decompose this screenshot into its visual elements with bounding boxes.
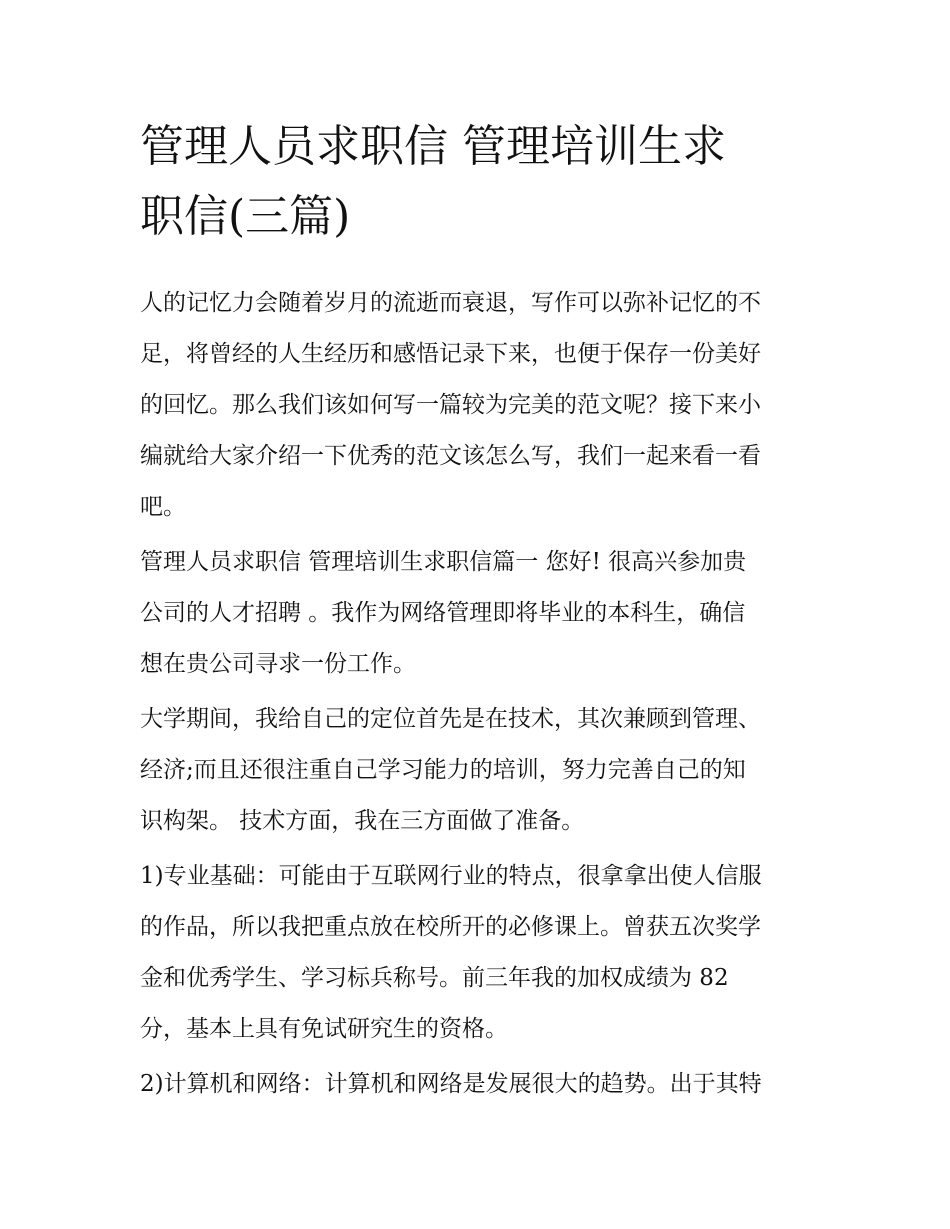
text-line: 识构架。 技术方面，我在三方面做了准备。 bbox=[140, 808, 585, 834]
title-line: 职信(三篇) bbox=[140, 191, 351, 242]
paragraph-letter-opening bbox=[140, 537, 830, 690]
paragraph-university bbox=[140, 694, 830, 847]
text-line: 足，将曾经的人生经历和感悟记录下来，也便于保存一份美好 bbox=[140, 341, 761, 367]
text-line: 经济;而且还很注重自己学习能力的培训，努力完善自己的知 bbox=[140, 757, 746, 783]
text-line: 分，基本上具有免试研究生的资格。 bbox=[140, 1016, 508, 1042]
text-line: 1)专业基础：可能由于互联网行业的特点，很拿拿出使人信服 bbox=[140, 863, 762, 889]
text-line: 管理人员求职信 管理培训生求职信篇一 您好! 很高兴参加贵 bbox=[140, 549, 747, 575]
text-line: 2)计算机和网络：计算机和网络是发展很大的趋势。出于其特 bbox=[140, 1071, 762, 1097]
text-line: 吧。 bbox=[140, 494, 186, 520]
paragraph-intro bbox=[140, 278, 830, 533]
title-line: 管理人员求职信 管理培训生求 bbox=[140, 121, 726, 172]
text-line: 编就给大家介绍一下优秀的范文该怎么写，我们一起来看一看 bbox=[140, 443, 761, 469]
text-line: 金和优秀学生、学习标兵称号。前三年我的加权成绩为 82 bbox=[140, 965, 729, 991]
paragraph-professional-basis bbox=[140, 851, 830, 1055]
text-line: 想在贵公司寻求一份工作。 bbox=[140, 651, 416, 677]
text-line: 人的记忆力会随着岁月的流逝而衰退，写作可以弥补记忆的不 bbox=[140, 290, 761, 316]
document-body bbox=[140, 278, 830, 1114]
text-line: 公司的人才招聘 。我作为网络管理即将毕业的本科生，确信 bbox=[140, 600, 746, 626]
text-line: 大学期间，我给自己的定位首先是在技术，其次兼顾到管理、 bbox=[140, 706, 761, 732]
paragraph-computer-network bbox=[140, 1059, 830, 1110]
text-line: 的回忆。那么我们该如何写一篇较为完美的范文呢？接下来小 bbox=[140, 392, 761, 418]
text-line: 的作品，所以我把重点放在校所开的必修课上。曾获五次奖学 bbox=[140, 914, 761, 940]
document-title bbox=[140, 112, 820, 252]
